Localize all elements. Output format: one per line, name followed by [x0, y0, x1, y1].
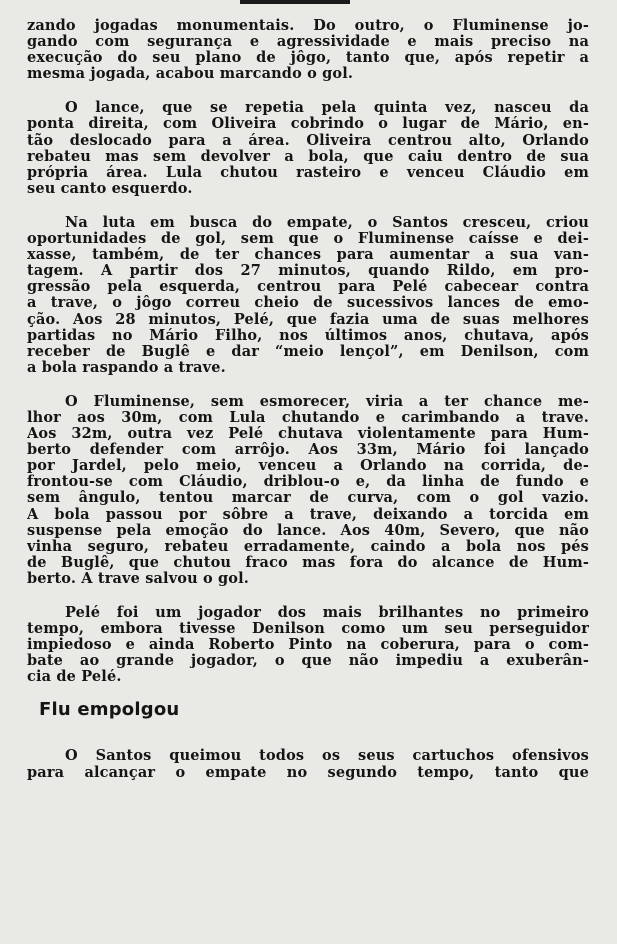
- text-line: frontou-se com Cláudio, driblou-o e, da linha de fundo e: [27, 474, 589, 491]
- text-line: O Santos queimou todos os seus cartuchos ofensivos: [65, 748, 589, 765]
- text-line: sem ângulo, tentou marcar de curva, com o gol vazio.: [27, 490, 589, 507]
- text-line: para alcançar o empate no segundo tempo, tanto que: [27, 764, 589, 781]
- text-line: tempo, embora tivesse Denilson como um seu perseguidor: [27, 621, 589, 638]
- text-line: A bola passou por sôbre a trave, deixando a torcida em: [27, 506, 589, 523]
- text-line: execução do seu plano de jôgo, tanto que, após repetir a: [27, 50, 589, 67]
- paragraph-5: [27, 605, 589, 685]
- text-line: a trave, o jôgo correu cheio de sucessivos lances de emo-: [27, 295, 589, 312]
- text-line: Pelé foi um jogador dos mais brilhantes no primeiro: [65, 605, 589, 621]
- text-line: própria área. Lula chutou rasteiro e venceu Cláudio em: [27, 164, 589, 181]
- text-line: O Fluminense, sem esmorecer, viria a ter chance me-: [65, 393, 589, 410]
- text-line: lhor aos 30m, com Lula chutando e carimbando a trave.: [27, 409, 589, 426]
- text-line: xasse, também, de ter chances para aumentar a sua van-: [27, 247, 589, 264]
- text-line: Aos 32m, outra vez Pelé chutava violentamente para Hum-: [27, 426, 589, 443]
- text-line: tagem. A partir dos 27 minutos, quando Rildo, em pro-: [27, 263, 589, 280]
- article-column: [27, 18, 589, 781]
- text-line: rebateu mas sem devolver a bola, que caiu dentro de sua: [27, 148, 589, 165]
- text-line: berto defender com arrôjo. Aos 33m, Mário foi lançado: [27, 442, 589, 459]
- text-line: ção. Aos 28 minutos, Pelé, que fazia uma de suas melhores: [27, 311, 589, 328]
- text-line: gressão pela esquerda, centrou para Pelé cabecear contra: [27, 279, 589, 296]
- text-line: mesma jogada, acabou marcando o gol.: [27, 66, 354, 83]
- text-line: por Jardel, pelo meio, venceu a Orlando na corrida, de-: [27, 458, 589, 475]
- section-subheading: Flu empolgou: [39, 699, 180, 721]
- text-line: partidas no Mário Filho, nos últimos anos, chutava, após: [27, 327, 589, 344]
- text-line: O lance, que se repetia pela quinta vez, nasceu da: [65, 100, 589, 117]
- text-line: berto. A trave salvou o gol.: [27, 570, 249, 587]
- paragraph-3: [27, 215, 589, 376]
- text-line: bate ao grande jogador, o que não impediu a exuberân-: [27, 653, 589, 670]
- text-line: cia de Pelé.: [27, 669, 122, 686]
- text-line: de Buglê, que chutou fraco mas fora do alcance de Hum-: [27, 554, 589, 571]
- text-line: zando jogadas monumentais. Do outro, o Fluminense jo-: [27, 18, 589, 34]
- closing-paragraph: [27, 748, 589, 780]
- text-line: seu canto esquerdo.: [27, 180, 193, 197]
- text-line: Na luta em busca do empate, o Santos cresceu, criou: [65, 214, 589, 231]
- top-rule: [240, 0, 350, 4]
- text-line: a bola raspando a trave.: [27, 359, 226, 376]
- paragraph-1: [27, 18, 589, 82]
- text-line: gando com segurança e agressividade e mais preciso na: [27, 34, 589, 51]
- text-line: oportunidades de gol, sem que o Fluminense caísse e dei-: [27, 231, 589, 248]
- text-line: ponta direita, com Oliveira cobrindo o lugar de Mário, en-: [27, 116, 589, 133]
- text-line: receber de Buglê e dar “meio lençol”, em Denilson, com: [27, 343, 589, 360]
- text-line: vinha seguro, rebateu erradamente, caindo a bola nos pés: [27, 538, 589, 555]
- paragraph-4: [27, 394, 589, 587]
- text-line: suspense pela emoção do lance. Aos 40m, Severo, que não: [27, 522, 589, 539]
- text-line: tão deslocado para a área. Oliveira centrou alto, Orlando: [27, 132, 589, 149]
- text-line: impiedoso e ainda Roberto Pinto na coberura, para o com-: [27, 637, 589, 654]
- paragraph-2: [27, 100, 589, 197]
